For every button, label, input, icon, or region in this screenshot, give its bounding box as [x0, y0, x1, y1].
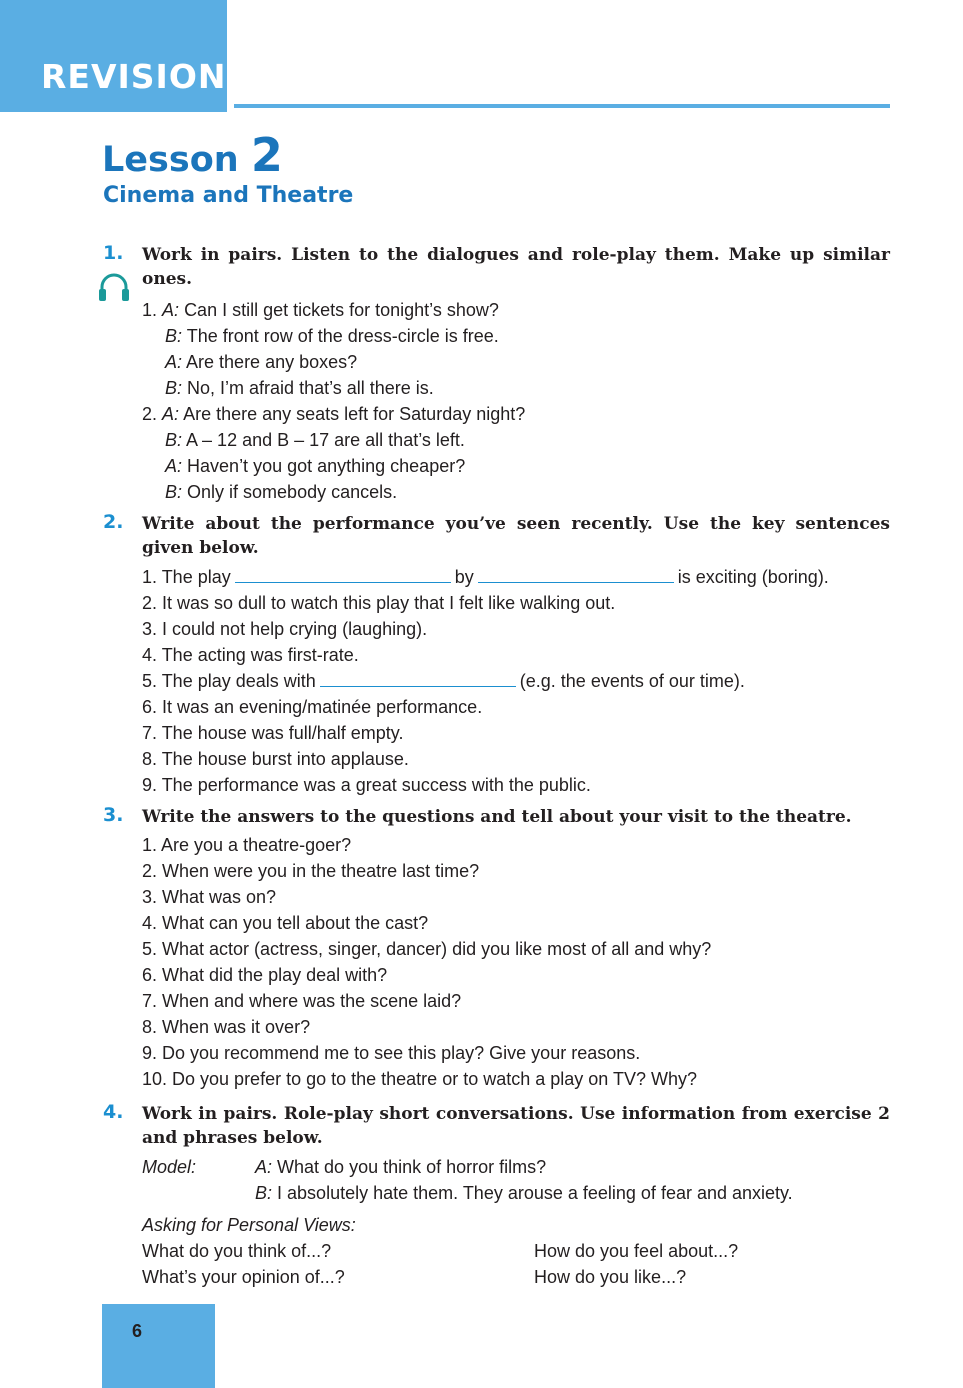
dialogue-line: 2. A: Are there any seats left for Saturday night? [142, 404, 526, 424]
dialogue-line: B: A – 12 and B – 17 are all that’s left. [165, 430, 465, 450]
sentence-item: 5. The play deals with (e.g. the events of our time). [142, 671, 745, 691]
dialogue-line: 1. A: Can I still get tickets for tonight’s show? [142, 300, 499, 320]
page-number-box [102, 1304, 215, 1388]
lesson-word: Lesson [102, 140, 239, 180]
exercise-number: 4. [103, 1101, 124, 1123]
exercise-number: 3. [103, 804, 124, 826]
header-rule [234, 104, 890, 108]
phrase-item: How do you like...? [534, 1267, 687, 1287]
question-item: 2. When were you in the theatre last time? [142, 861, 480, 881]
sentence-item: 2. It was so dull to watch this play that I felt like walking out. [142, 593, 616, 613]
sentence-item: 4. The acting was first-rate. [142, 645, 359, 665]
exercise-instruction: Write the answers to the questions and tell about your visit to the theatre. [142, 807, 852, 827]
exercise-instruction: Write about the performance you’ve seen recently. Use the key sentences given below. [142, 514, 890, 558]
sentence-item: 1. The play by is exciting (boring). [142, 567, 829, 587]
phrase-item: What do you think of...? [142, 1241, 332, 1261]
question-item: 4. What can you tell about the cast? [142, 913, 429, 933]
exercise-number: 2. [103, 511, 124, 533]
question-item: 3. What was on? [142, 887, 277, 907]
sentence-item: 8. The house burst into applause. [142, 749, 409, 769]
question-item: 6. What did the play deal with? [142, 965, 388, 985]
phrase-item: What’s your opinion of...? [142, 1267, 345, 1287]
question-item: 5. What actor (actress, singer, dancer) did you like most of all and why? [142, 939, 712, 959]
blank-line[interactable] [320, 672, 516, 687]
sentence-item: 7. The house was full/half empty. [142, 723, 404, 743]
question-item: 9. Do you recommend me to see this play? Give your reasons. [142, 1043, 641, 1063]
sentence-item: 3. I could not help crying (laughing). [142, 619, 428, 639]
question-item: 7. When and where was the scene laid? [142, 991, 462, 1011]
lesson-number: 2 [250, 128, 283, 182]
sentence-item: 6. It was an evening/matinée performance. [142, 697, 483, 717]
lesson-subtitle: Cinema and Theatre [103, 183, 354, 208]
question-item: 10. Do you prefer to go to the theatre or to watch a play on TV? Why? [142, 1069, 697, 1089]
dialogue-line: A: Are there any boxes? [165, 352, 358, 372]
sentence-item: 9. The performance was a great success with the public. [142, 775, 591, 795]
dialogue-line: B: Only if somebody cancels. [165, 482, 398, 502]
model-line: B: I absolutely hate them. They arouse a feeling of fear and anxiety. [255, 1183, 793, 1203]
dialogue-line: A: Haven’t you got anything cheaper? [165, 456, 466, 476]
dialogue-line: B: The front row of the dress-circle is free. [165, 326, 499, 346]
blank-line[interactable] [235, 568, 451, 583]
lesson-title [102, 128, 283, 182]
exercise-instruction: Work in pairs. Listen to the dialogues and role-play them. Make up similar ones. [142, 245, 890, 289]
model-label: Model: [142, 1157, 197, 1177]
page-number: 6 [132, 1321, 143, 1341]
exercise-instruction: Work in pairs. Role-play short conversations. Use information from exercise 2 and phrases below. [142, 1104, 890, 1148]
phrase-item: How do you feel about...? [534, 1241, 739, 1261]
headphones-icon [97, 271, 131, 303]
section-label: REVISION [41, 57, 227, 96]
dialogue-line: B: No, I’m afraid that’s all there is. [165, 378, 434, 398]
exercise-number: 1. [103, 242, 124, 264]
question-item: 1. Are you a theatre-goer? [142, 835, 352, 855]
blank-line[interactable] [478, 568, 674, 583]
views-label: Asking for Personal Views: [142, 1215, 356, 1235]
question-item: 8. When was it over? [142, 1017, 311, 1037]
model-line: A: What do you think of horror films? [255, 1157, 547, 1177]
